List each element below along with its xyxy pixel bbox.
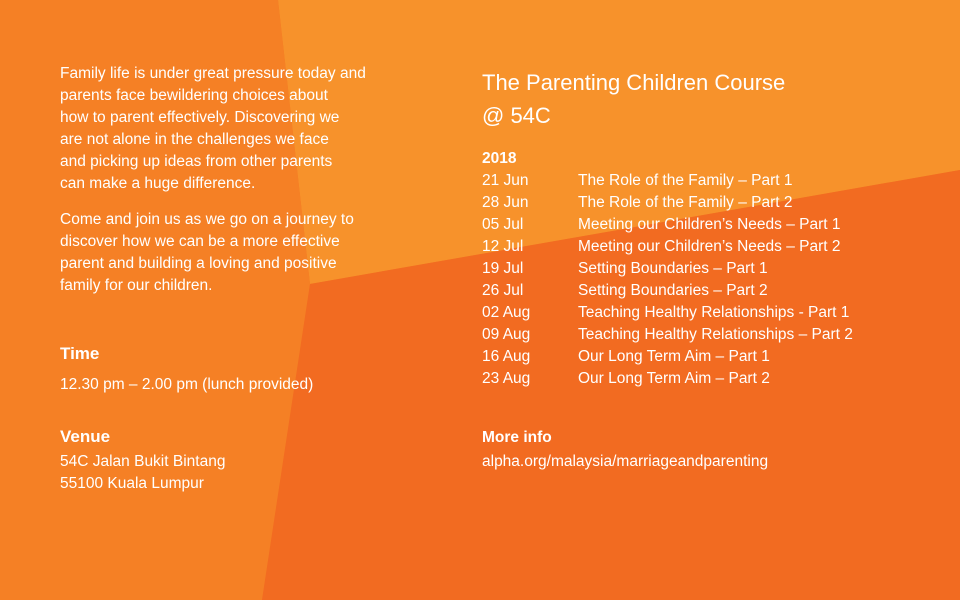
session-date: 28 Jun [482,194,529,211]
session-date: 16 Aug [482,348,531,365]
course-section [482,66,922,390]
intro-line: can make a huge difference. [60,175,256,192]
schedule-row [482,368,922,390]
session-topic: Teaching Healthy Relationships – Part 2 [578,326,853,343]
more-info-link[interactable]: alpha.org/malaysia/marriageandparenting [482,453,769,470]
intro-line: how to parent effectively. Discovering we [60,109,340,126]
venue-address-line-2: 55100 Kuala Lumpur [60,475,204,492]
course-title [482,66,922,132]
schedule-year: 2018 [482,150,517,167]
course-title-line-2: @ 54C [482,103,551,128]
intro-paragraph-2 [60,209,420,297]
session-date: 19 Jul [482,260,524,277]
schedule-list [482,170,922,390]
session-date: 21 Jun [482,172,529,189]
more-info-section [482,429,922,473]
session-topic: Our Long Term Aim – Part 2 [578,370,770,387]
more-info-heading: More info [482,429,552,446]
intro-line: Family life is under great pressure today and [60,65,366,82]
intro-line: Come and join us as we go on a journey to [60,211,354,228]
schedule-row [482,192,922,214]
schedule-row [482,214,922,236]
session-date: 23 Aug [482,370,531,387]
session-date: 09 Aug [482,326,531,343]
session-topic: Setting Boundaries – Part 2 [578,282,768,299]
intro-line: are not alone in the challenges we face [60,131,329,148]
session-topic: Setting Boundaries – Part 1 [578,260,768,277]
intro-section [60,63,420,311]
venue-heading: Venue [60,427,111,446]
session-topic: The Role of the Family – Part 2 [578,194,793,211]
session-topic: The Role of the Family – Part 1 [578,172,793,189]
schedule-row [482,258,922,280]
session-date: 26 Jul [482,282,524,299]
course-title-line-1: The Parenting Children Course [482,70,786,95]
time-section [60,344,420,396]
session-topic: Meeting our Children’s Needs – Part 1 [578,216,841,233]
session-topic: Meeting our Children’s Needs – Part 2 [578,238,841,255]
time-heading: Time [60,344,100,363]
schedule-row [482,346,922,368]
session-topic: Teaching Healthy Relationships - Part 1 [578,304,850,321]
intro-line: parent and building a loving and positive [60,255,337,272]
venue-section [60,427,420,495]
intro-line: and picking up ideas from other parents [60,153,333,170]
session-topic: Our Long Term Aim – Part 1 [578,348,770,365]
session-date: 05 Jul [482,216,524,233]
schedule-row [482,324,922,346]
intro-line: discover how we can be a more effective [60,233,340,250]
schedule-row [482,170,922,192]
intro-paragraph-1 [60,63,420,195]
schedule-row [482,236,922,258]
session-date: 12 Jul [482,238,524,255]
intro-line: parents face bewildering choices about [60,87,328,104]
schedule-row [482,280,922,302]
session-date: 02 Aug [482,304,531,321]
venue-address-line-1: 54C Jalan Bukit Bintang [60,453,226,470]
intro-line: family for our children. [60,277,213,294]
time-value: 12.30 pm – 2.00 pm (lunch provided) [60,376,314,393]
schedule-row [482,302,922,324]
